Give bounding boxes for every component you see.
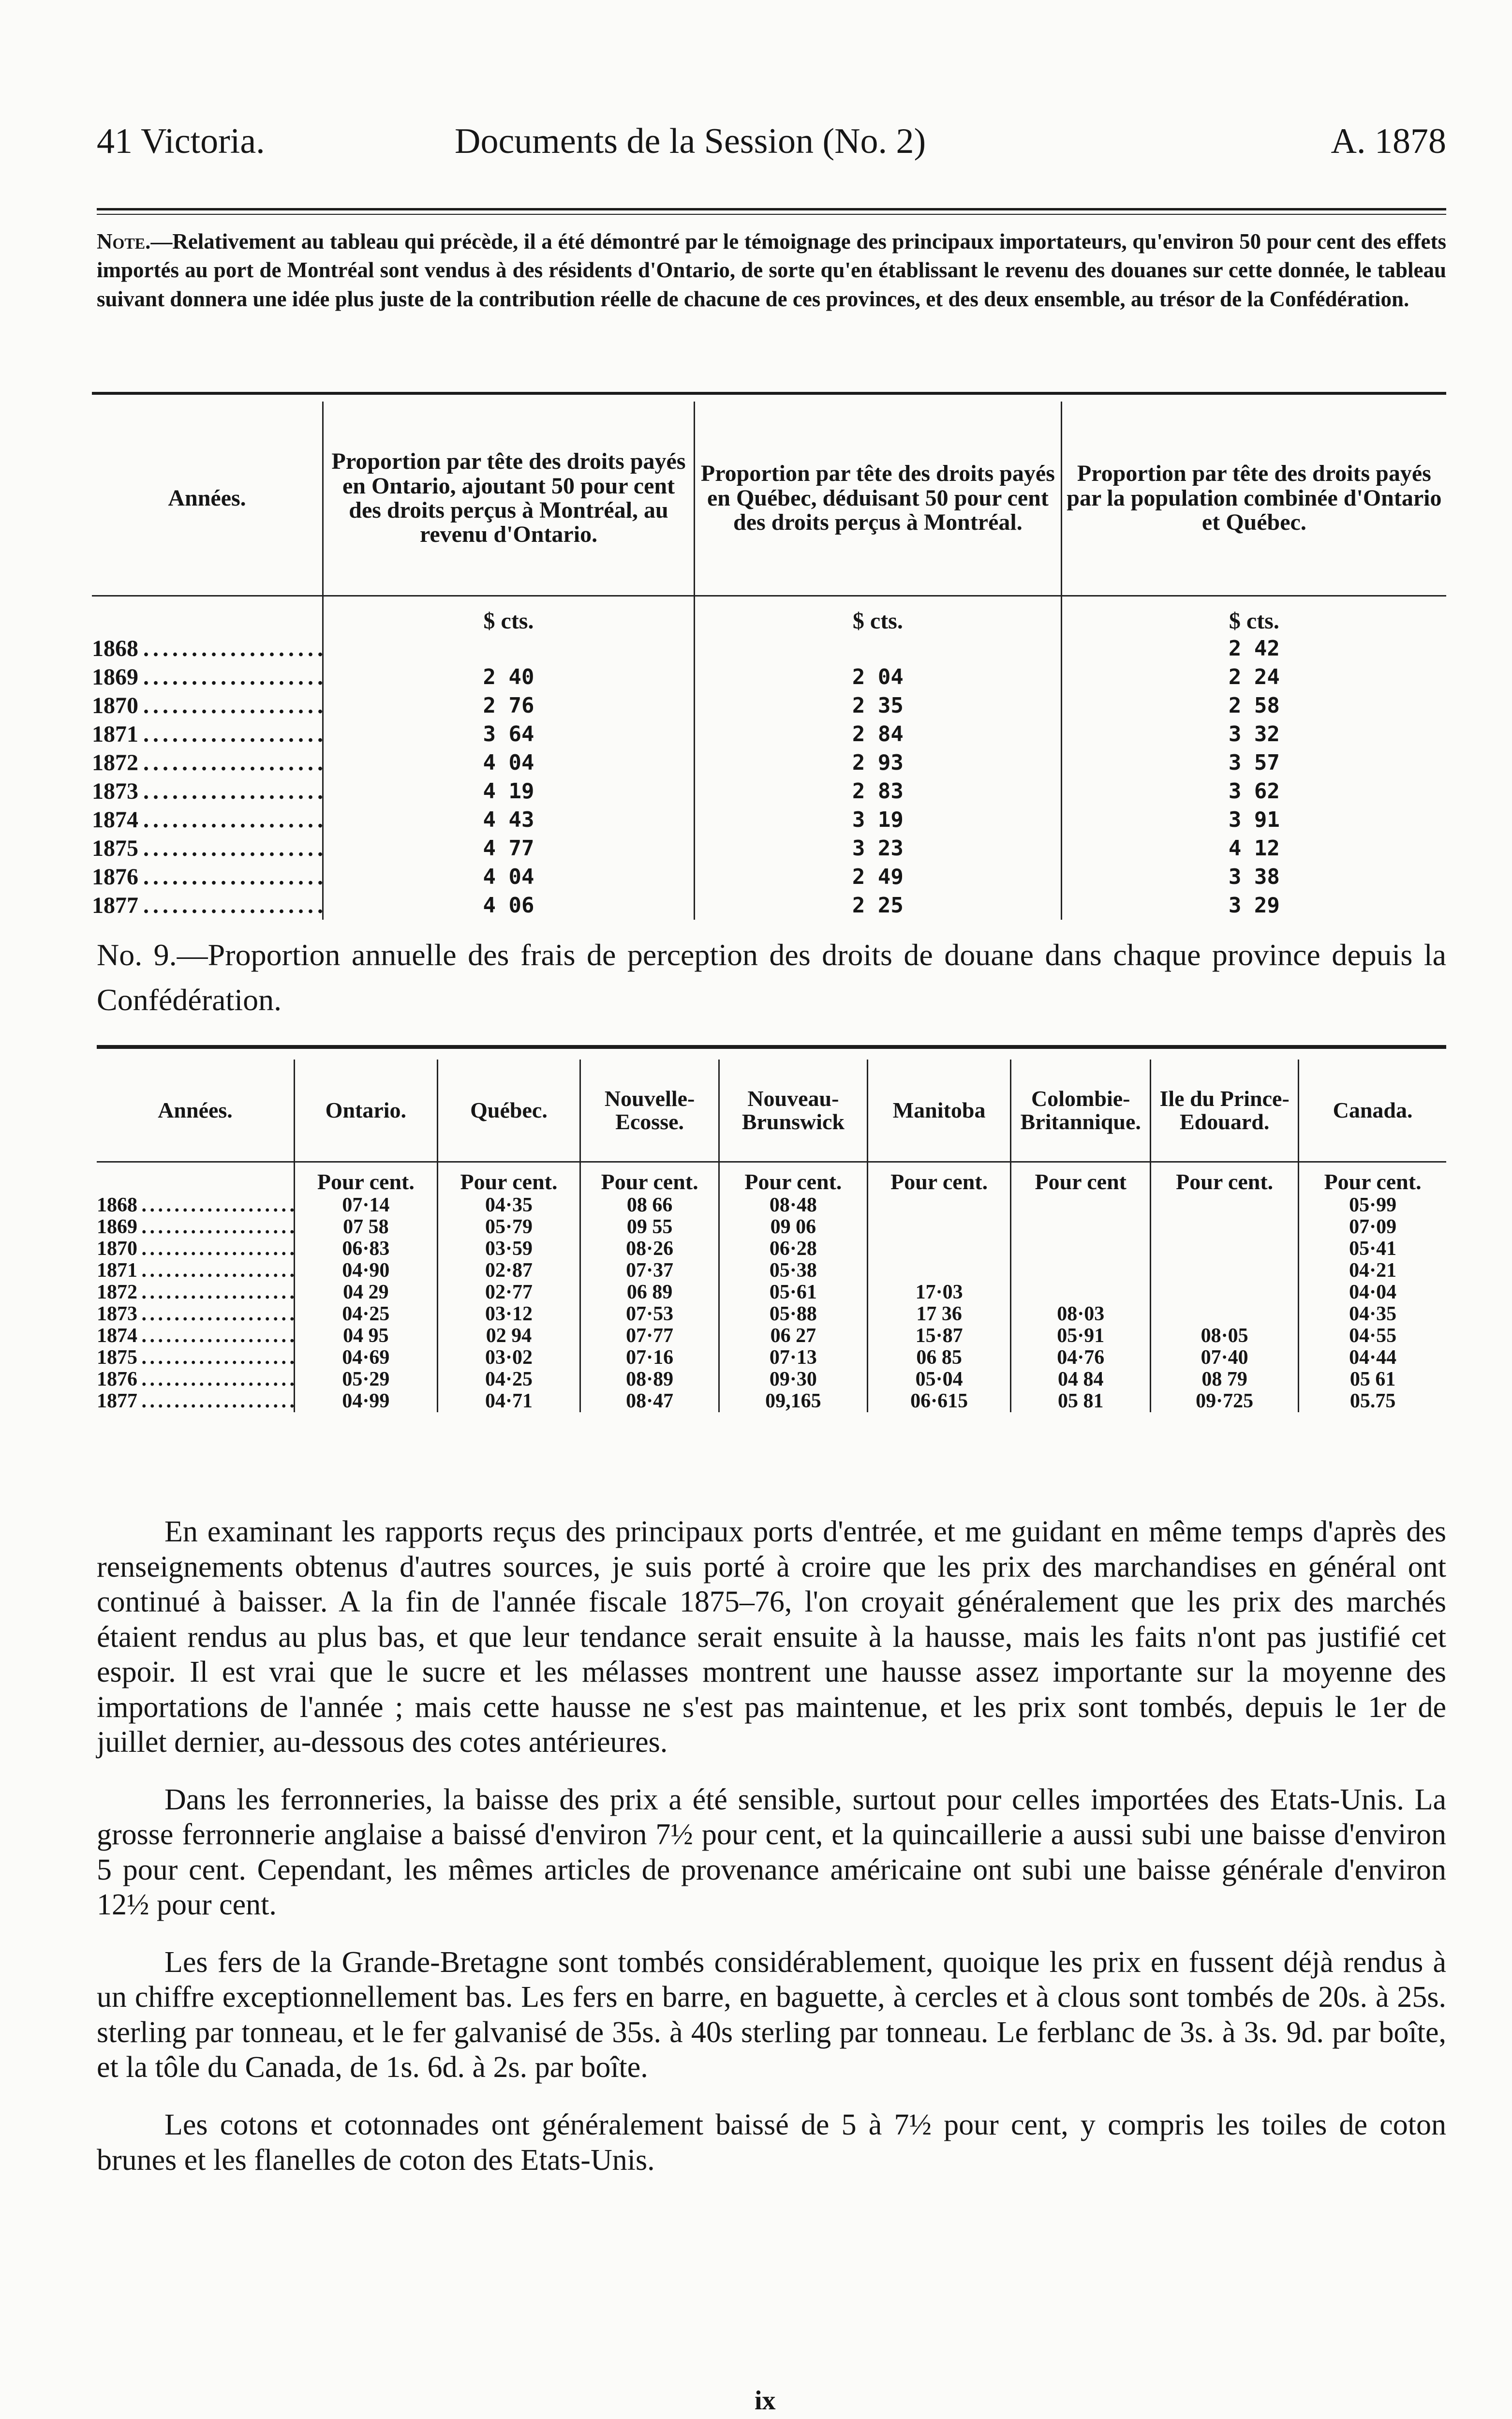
table2-header-new-brunswick: Nouveau-Brunswick [719,1060,867,1162]
cell-new-brunswick: 05·88 [719,1303,867,1325]
row-quebec: 3 23 [695,834,1062,863]
paragraph: Dans les ferronneries, la baisse des prix a été sensible, surtout pour celles importées des Etats-Unis. La grosse ferronnerie anglaise a baissé d'environ 7½ pour cent, et la quincaillerie a aussi subi une baisse d'environ 5 pour cent. Cependant, les mêmes articles de provenance américaine ont subi une baisse générale d'environ 12½ pour cent. [97,1783,1446,1922]
table-row [97,1216,1446,1238]
row-ontario: 4 04 [323,748,695,777]
table-row [97,1347,1446,1369]
cell-canada: 04·55 [1299,1325,1446,1347]
table2-unit: Pour cent. [437,1162,580,1195]
cell-quebec: 04·71 [437,1390,580,1412]
row-ontario: 3 64 [323,720,695,748]
cell-ontario: 07·14 [295,1195,438,1216]
row-year: 1877 . . . [97,1390,295,1412]
table1-unit-ontario: $ cts. [323,596,695,635]
table-row [92,863,1446,891]
row-combined: 3 62 [1061,777,1446,806]
cell-new-brunswick: 09 06 [719,1216,867,1238]
cell-pei [1151,1216,1299,1238]
cell-ontario: 07 58 [295,1216,438,1238]
cell-nova-scotia: 07·16 [580,1347,719,1369]
row-quebec: 2 93 [695,748,1062,777]
row-quebec: 2 25 [695,891,1062,920]
cell-nova-scotia: 07·53 [580,1303,719,1325]
cell-nova-scotia: 06 89 [580,1282,719,1303]
paragraph: Les cotons et cotonnades ont généralement baissé de 5 à 7½ pour cent, y compris les toiles de coton brunes et les flanelles de coton des Etats-Unis. [97,2108,1446,2177]
note-paragraph [97,227,1446,314]
cell-british-columbia [1011,1238,1151,1260]
row-year: 1871 . . . [92,720,323,748]
row-combined: 3 32 [1061,720,1446,748]
cell-nova-scotia: 08·26 [580,1238,719,1260]
cell-pei: 08·05 [1151,1325,1299,1347]
cell-canada: 05·41 [1299,1238,1446,1260]
row-year: 1868 . . . [92,634,323,663]
cell-manitoba [867,1216,1011,1238]
table1-header-row [92,402,1446,596]
cell-manitoba: 15·87 [867,1325,1011,1347]
table-row [97,1303,1446,1325]
table-row [92,834,1446,863]
cell-nova-scotia: 08·89 [580,1369,719,1390]
cell-canada: 07·09 [1299,1216,1446,1238]
table-row [97,1325,1446,1347]
row-ontario: 4 77 [323,834,695,863]
cell-canada: 04·35 [1299,1303,1446,1325]
table-row [92,777,1446,806]
table-row [92,748,1446,777]
table2-unit: Pour cent. [580,1162,719,1195]
cell-nova-scotia: 08 66 [580,1195,719,1216]
row-year: 1875 . . . [97,1347,295,1369]
cell-new-brunswick: 09,165 [719,1390,867,1412]
cell-quebec: 02·87 [437,1260,580,1282]
cell-ontario: 04 29 [295,1282,438,1303]
collection-cost-table [97,1060,1446,1412]
cell-ontario: 04·69 [295,1347,438,1369]
cell-pei [1151,1238,1299,1260]
row-ontario: 4 06 [323,891,695,920]
cell-british-columbia [1011,1282,1151,1303]
cell-new-brunswick: 05·61 [719,1282,867,1303]
row-year: 1873 . . . [97,1303,295,1325]
table1-header-years: Années. [168,485,246,511]
cell-quebec: 02·77 [437,1282,580,1303]
cell-new-brunswick: 06 27 [719,1325,867,1347]
row-combined: 2 42 [1061,634,1446,663]
cell-nova-scotia: 08·47 [580,1390,719,1412]
table-row [92,806,1446,834]
header-right: A. 1878 [1331,121,1446,161]
cell-pei [1151,1195,1299,1216]
cell-quebec: 03·02 [437,1347,580,1369]
note-text: —Relativement au tableau qui précède, il a été démontré par le témoignage des principaux importateurs, qu'environ 50 pour cent des effets importés au port de Montréal sont vendus à des résidents d'Ontario, de sorte qu'en établissant le revenu des douanes sur cette donnée, le tableau suivant donnera une idée plus juste de la contribution réelle de chacune de ces provinces, et des deux ensemble, au trésor de la Confédération. [97,229,1446,311]
row-year: 1876 . . . [92,863,323,891]
row-combined: 3 91 [1061,806,1446,834]
row-quebec: 2 04 [695,663,1062,691]
cell-manitoba [867,1195,1011,1216]
cell-pei: 07·40 [1151,1347,1299,1369]
row-quebec: 2 84 [695,720,1062,748]
table2-unit: Pour cent. [295,1162,438,1195]
cell-ontario: 04·99 [295,1390,438,1412]
row-year: 1877 . . . [92,891,323,920]
cell-manitoba: 06·615 [867,1390,1011,1412]
table1-header-quebec: Proportion par tête des droits payés en Québec, déduisant 50 pour cent des droits perçus à Montréal. [695,402,1062,596]
table-row [92,891,1446,920]
row-combined: 3 38 [1061,863,1446,891]
cell-nova-scotia: 09 55 [580,1216,719,1238]
cell-ontario: 04·90 [295,1260,438,1282]
cell-manitoba: 06 85 [867,1347,1011,1369]
cell-quebec: 02 94 [437,1325,580,1347]
table2-unit: Pour cent. [719,1162,867,1195]
table2-unit: Pour cent. [1299,1162,1446,1195]
row-ontario: 4 04 [323,863,695,891]
cell-manitoba: 17·03 [867,1282,1011,1303]
cell-quebec: 03·59 [437,1238,580,1260]
cell-nova-scotia: 07·37 [580,1260,719,1282]
row-year: 1874 . . . [97,1325,295,1347]
table2-header-ontario: Ontario. [295,1060,438,1162]
row-ontario: 4 43 [323,806,695,834]
table2-header-quebec: Québec. [437,1060,580,1162]
table-row [97,1238,1446,1260]
row-year: 1871 . . . [97,1260,295,1282]
cell-canada: 04·44 [1299,1347,1446,1369]
header-rule-bottom [97,214,1446,215]
header-rule-top [97,208,1446,210]
cell-new-brunswick: 09·30 [719,1369,867,1390]
cell-british-columbia: 05 81 [1011,1390,1151,1412]
row-combined: 2 24 [1061,663,1446,691]
cell-ontario: 05·29 [295,1369,438,1390]
cell-british-columbia: 04·76 [1011,1347,1151,1369]
row-combined: 4 12 [1061,834,1446,863]
table-row [97,1260,1446,1282]
paragraph: En examinant les rapports reçus des principaux ports d'entrée, et me guidant en même temps d'après des renseignements obtenus d'autres sources, je suis porté à croire que les prix des marchandises en général ont continué à baisser. A la fin de l'année fiscale 1875–76, l'on croyait généralement que les prix des marchés étaient rendus au plus bas, et que leur tendance serait ensuite à la hausse, mais les faits n'ont pas justifié cet espoir. Il est vrai que le sucre et les mélasses montrent une hausse assez importante sur la moyenne des importations de l'année ; mais cette hausse ne s'est pas maintenue, et les prix sont tombés, depuis le 1er de juillet dernier, au-dessous des cotes antérieures. [97,1515,1446,1759]
cell-manitoba: 05·04 [867,1369,1011,1390]
cell-british-columbia [1011,1216,1151,1238]
cell-ontario: 04·25 [295,1303,438,1325]
cell-pei [1151,1282,1299,1303]
row-year: 1868 . . . [97,1195,295,1216]
table-row [92,663,1446,691]
cell-british-columbia: 08·03 [1011,1303,1151,1325]
cell-canada: 04·21 [1299,1260,1446,1282]
header-left: 41 Victoria. [97,121,265,161]
cell-nova-scotia: 07·77 [580,1325,719,1347]
table1-units-row [92,596,1446,635]
table2-units-row [97,1162,1446,1195]
cell-british-columbia [1011,1260,1151,1282]
table2-header-canada: Canada. [1299,1060,1446,1162]
row-ontario [323,634,695,663]
body-text [97,1514,1446,2200]
table1-unit-years [92,596,323,635]
row-year: 1875 . . . [92,834,323,863]
cell-ontario: 06·83 [295,1238,438,1260]
row-year: 1870 . . . [97,1238,295,1260]
row-combined: 3 57 [1061,748,1446,777]
table2-unit: Pour cent [1011,1162,1151,1195]
cell-pei: 08 79 [1151,1369,1299,1390]
table2-unit [97,1162,295,1195]
cell-canada: 05·99 [1299,1195,1446,1216]
table-row [92,634,1446,663]
row-year: 1870 . . . [92,691,323,720]
row-quebec [695,634,1062,663]
table2-header-years: Années. [158,1097,233,1122]
cell-new-brunswick: 08·48 [719,1195,867,1216]
row-combined: 2 58 [1061,691,1446,720]
table2-header-manitoba: Manitoba [867,1060,1011,1162]
cell-canada: 04·04 [1299,1282,1446,1303]
cell-pei [1151,1260,1299,1282]
cell-quebec: 04·35 [437,1195,580,1216]
cell-pei [1151,1303,1299,1325]
row-year: 1872 . . . [92,748,323,777]
running-header [97,121,1446,174]
cell-british-columbia: 05·91 [1011,1325,1151,1347]
table2-header-nova-scotia: Nouvelle-Ecosse. [580,1060,719,1162]
table-row [97,1195,1446,1216]
row-year: 1873 . . . [92,777,323,806]
page-number: ix [755,2386,776,2416]
cell-pei: 09·725 [1151,1390,1299,1412]
row-quebec: 2 35 [695,691,1062,720]
table2-unit: Pour cent. [1151,1162,1299,1195]
table2-header-row [97,1060,1446,1162]
table2-top-rule [97,1045,1446,1049]
per-capita-duties-table [92,402,1446,920]
row-quebec: 2 83 [695,777,1062,806]
row-year: 1874 . . . [92,806,323,834]
cell-new-brunswick: 07·13 [719,1347,867,1369]
cell-canada: 05 61 [1299,1369,1446,1390]
cell-british-columbia [1011,1195,1151,1216]
cell-new-brunswick: 05·38 [719,1260,867,1282]
cell-new-brunswick: 06·28 [719,1238,867,1260]
table2-header-british-columbia: Colombie-Britannique. [1011,1060,1151,1162]
table2-caption: No. 9.—Proportion annuelle des frais de perception des droits de douane dans chaque province depuis la Confédération. [97,938,1446,1017]
cell-manitoba: 17 36 [867,1303,1011,1325]
cell-ontario: 04 95 [295,1325,438,1347]
header-center: Documents de la Session (No. 2) [455,121,926,161]
row-year: 1869 . . . [97,1216,295,1238]
cell-quebec: 03·12 [437,1303,580,1325]
paragraph: Les fers de la Grande-Bretagne sont tombés considérablement, quoique les prix en fussent déjà rendus à un chiffre exceptionnellement bas. Les fers en barre, en baguette, à cercles et à clous sont tombés de 20s. à 25s. sterling par tonneau, et le fer galvanisé de 35s. à 40s sterling par tonneau. Le ferblanc de 3s. à 3s. 9d. par boîte, et la tôle du Canada, de 1s. 6d. à 2s. par boîte. [97,1945,1446,2084]
cell-quebec: 04·25 [437,1369,580,1390]
row-year: 1872 . . . [97,1282,295,1303]
table1-top-rule [92,392,1446,395]
row-combined: 3 29 [1061,891,1446,920]
table2-header-pei: Ile du Prince-Edouard. [1151,1060,1299,1162]
table1-header-combined: Proportion par tête des droits payés par la population combinée d'Ontario et Québec. [1061,402,1446,596]
table-row [97,1369,1446,1390]
row-quebec: 2 49 [695,863,1062,891]
table-row [92,691,1446,720]
cell-canada: 05.75 [1299,1390,1446,1412]
cell-quebec: 05·79 [437,1216,580,1238]
table-row [92,720,1446,748]
row-ontario: 2 40 [323,663,695,691]
table-row [97,1282,1446,1303]
row-ontario: 4 19 [323,777,695,806]
cell-british-columbia: 04 84 [1011,1369,1151,1390]
table1-header-ontario: Proportion par tête des droits payés en Ontario, ajoutant 50 pour cent des droits perçus à Montréal, au revenu d'Ontario. [323,402,695,596]
row-quebec: 3 19 [695,806,1062,834]
row-year: 1869 . . . [92,663,323,691]
row-ontario: 2 76 [323,691,695,720]
table1-unit-quebec: $ cts. [695,596,1062,635]
row-year: 1876 . . . [97,1369,295,1390]
table2-unit: Pour cent. [867,1162,1011,1195]
table1-unit-combined: $ cts. [1061,596,1446,635]
note-label: Note. [97,229,151,254]
cell-manitoba [867,1238,1011,1260]
cell-manitoba [867,1260,1011,1282]
table-row [97,1390,1446,1412]
